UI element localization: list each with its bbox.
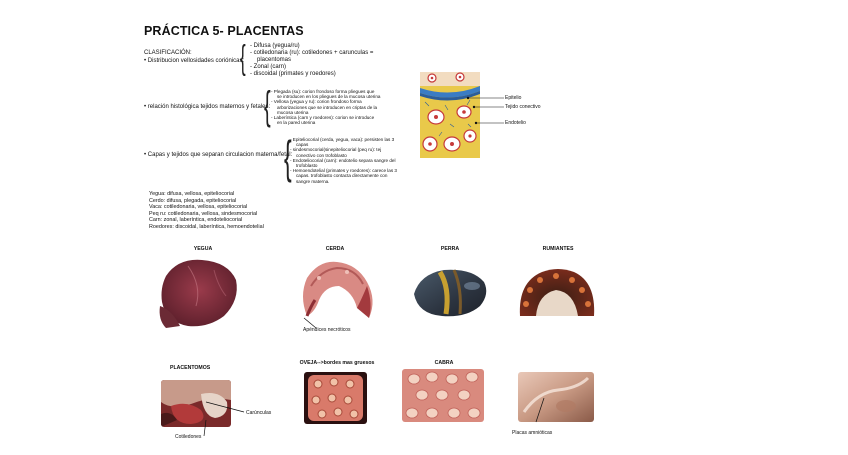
- label-yegua: YEGUA: [193, 246, 213, 252]
- list-item: Cerdo: difusa, plegada, epiteliocorial: [149, 197, 237, 204]
- list-item: - Zonal (carn): [250, 64, 287, 70]
- caption-cotiledones: Cotiledones: [175, 434, 202, 440]
- list-item: - Hemoendotelial (primates y roedores): carece las 3: [290, 168, 397, 174]
- list-item: Peq ru: cotiledonaria, vellosa, sindesmocorial: [149, 210, 258, 217]
- list-item: sangre materna.: [296, 178, 330, 184]
- classification-heading: CLASIFICACIÓN:: [144, 50, 192, 56]
- list-item: conectivo con trofoblasto: [296, 152, 347, 158]
- photo-yegua: [158, 256, 240, 330]
- placentomos-pointers: [200, 398, 248, 442]
- list-item: Vaca: cotiledonaria, vellosa, epiteliocorial: [149, 204, 248, 211]
- brace-2: {: [264, 84, 271, 128]
- list-item: Yegua: difusa, vellosa, epiteliocorial: [149, 191, 235, 197]
- list-item: placentomas: [257, 57, 292, 63]
- photo-perra: [410, 264, 490, 320]
- list-item: se introducen en los pliegues de la mucosa uterina: [277, 94, 381, 100]
- list-item: - discoidal (primates y roedores): [250, 71, 336, 77]
- classification-row2-label: • relación histológica tejidos maternos y fetales:: [144, 104, 271, 110]
- list-item: - Endoteliocorial (carn): endotelio separa sangre del: [290, 157, 396, 163]
- classification-row1-label: • Distribucion vellosidades coriónicas:: [144, 58, 245, 64]
- brace-1: {: [240, 39, 246, 77]
- list-item: capas. trofoblasto contacta directamente con: [296, 173, 388, 179]
- list-item: en la pared uterina: [277, 120, 316, 126]
- amnio-pointer: [530, 396, 550, 426]
- label-rumiantes: RUMIANTES: [542, 246, 574, 252]
- classification-row3-list: [290, 137, 397, 184]
- label-perra: PERRA: [440, 246, 460, 252]
- list-item: - sindesmocorial(sinepiteliocorial (peq ru): tej: [290, 147, 382, 153]
- label-cerda: CERDA: [325, 246, 345, 252]
- list-item: trofoblasto: [296, 163, 318, 169]
- list-item: - Vellosa (yegua y ru): corion frondoso forma: [271, 99, 362, 105]
- photo-rumiantes: [516, 264, 598, 320]
- page-title: PRÁCTICA 5- PLACENTAS: [144, 24, 304, 38]
- list-item: Carn: zonal, laberíntica, endoteliocorial: [149, 217, 243, 224]
- list-item: mucosa uterina: [277, 109, 309, 115]
- list-item: arborizaciones que se introducen en criptas de la: [277, 104, 378, 110]
- diagram-label-endotelio: Endotelio: [505, 120, 526, 126]
- diagram-pointer-lines: [466, 94, 506, 128]
- list-item: - Difusa (yegua/ru): [250, 43, 300, 49]
- diagram-label-tejido: Tejido conectivo: [505, 104, 541, 110]
- label-oveja: OVEJA-->bordes mas gruesos: [299, 360, 375, 366]
- species-summary: [149, 191, 264, 231]
- brace-3: {: [284, 131, 292, 183]
- list-item: Roedores: discoidal, laberíntica, hemoendotelial: [149, 223, 264, 230]
- list-item: - Plegada (su): corion frondoso forma pliegues que: [271, 89, 375, 94]
- list-item: capas: [296, 142, 309, 148]
- photo-cabra: [402, 369, 484, 422]
- classification-row2-list: [271, 89, 380, 125]
- label-placentomos: PLACENTOMOS: [170, 365, 211, 371]
- diagram-label-epitelio: Epitelio: [505, 95, 522, 101]
- caption-placas: Placas amnióticas: [512, 430, 553, 436]
- photo-oveja: [304, 372, 367, 424]
- list-item: - cotiledonaria (ru): cotiledones + carunculas =: [250, 50, 374, 56]
- list-item: - Laberíntica (carn y roedores): corion se introduce: [271, 115, 375, 121]
- classification-row3-label: • Capas y tejidos que separan circulacion materna/fetal:: [144, 152, 293, 158]
- label-cabra: CABRA: [434, 360, 454, 366]
- classification-row1-list: [250, 43, 373, 78]
- caption-apendices: Apéndices necróticos: [303, 327, 351, 333]
- list-item: - Epiteliocorial (cerda, yegua, vaca): persisten las 3: [290, 137, 395, 142]
- caption-carunculas: Carúnculas: [246, 410, 272, 416]
